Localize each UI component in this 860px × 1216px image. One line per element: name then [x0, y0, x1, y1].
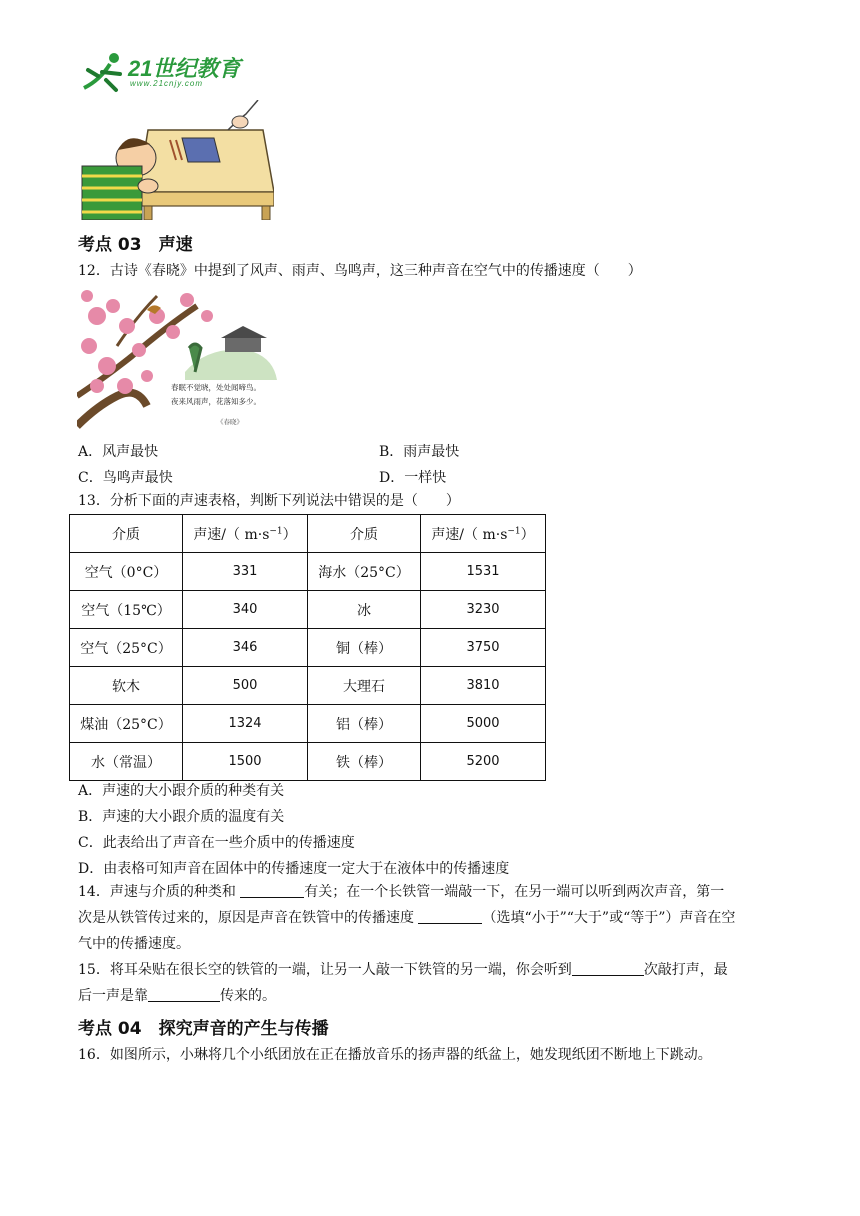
- q16-stem: 16．如图所示，小琳将几个小纸团放在正在播放音乐的扬声器的纸盆上，她发现纸团不断地上下跳动。: [78, 1047, 712, 1063]
- table-row: 水（常温） 1500 铁（棒） 5200: [70, 743, 546, 781]
- table-header-speed-2: 声速/（ $m\cdot s^{-1}$）: [421, 515, 546, 553]
- q13-option-b: B．声速的大小跟介质的温度有关: [78, 809, 285, 825]
- q13-option-c: C．此表给出了声音在一些介质中的传播速度: [78, 835, 355, 851]
- q12-option-b: B．雨声最快: [379, 444, 460, 460]
- q13-stem: 13．分析下面的声速表格，判断下列说法中错误的是（ ）: [78, 493, 460, 509]
- table-row: 软木 500 大理石 3810: [70, 667, 546, 705]
- q14-blank-2[interactable]: [418, 909, 482, 924]
- q14-line-3: 气中的传播速度。: [78, 936, 190, 952]
- sound-speed-table: [69, 514, 546, 781]
- q13-option-d: D．由表格可知声音在固体中的传播速度一定大于在液体中的传播速度: [78, 861, 510, 877]
- spring-poem-illustration: [77, 286, 277, 434]
- q14-blank-1[interactable]: [240, 883, 304, 898]
- boy-at-desk-illustration: [78, 100, 274, 220]
- q12-stem: 12．古诗《春晓》中提到了风声、雨声、鸟鸣声，这三种声音在空气中的传播速度（ ）: [78, 263, 642, 279]
- section-03-title: 考点 03 声速: [78, 235, 193, 255]
- table-row: 空气（25°C） 346 铜（棒） 3750: [70, 629, 546, 667]
- table-header-medium-1: 介质: [70, 515, 183, 553]
- poem-line-2: 夜来风雨声，花落知多少。: [171, 397, 261, 406]
- table-header-row: [70, 515, 546, 553]
- logo-url: www.21cnjy.com: [130, 79, 203, 88]
- runner-logo-icon: [80, 50, 128, 94]
- logo-brand: 21世纪教育: [128, 56, 241, 81]
- q15-line-1: 15．将耳朵贴在很长空的铁管的一端，让另一人敲一下铁管的另一端，你会听到 次敲打声，最: [78, 962, 728, 978]
- logo: [80, 50, 250, 96]
- q12-option-c: C．鸟鸣声最快: [78, 470, 173, 486]
- q14-line-1: 14．声速与介质的种类和 有关；在一个长铁管一端敲一下，在另一端可以听到两次声音，第一: [78, 884, 725, 900]
- q14-line-2: 次是从铁管传过来的，原因是声音在铁管中的传播速度 （选填“小于”“大于”或“等于”）声音在空: [78, 910, 736, 926]
- q12-option-a: A．风声最快: [78, 444, 159, 460]
- table-header-medium-2: 介质: [308, 515, 421, 553]
- q15-blank-1[interactable]: [572, 961, 644, 976]
- table-header-speed-1: 声速/（ $m\cdot s^{-1}$）: [183, 515, 308, 553]
- q15-line-2: 后一声是靠 传来的。: [78, 988, 276, 1004]
- q12-option-d: D．一样快: [379, 470, 447, 486]
- table-row: 空气（0°C） 331 海水（25°C） 1531: [70, 553, 546, 591]
- table-row: 煤油（25°C） 1324 铝（棒） 5000: [70, 705, 546, 743]
- poem-title: 《春晓》: [217, 418, 243, 426]
- q13-option-a: A．声速的大小跟介质的种类有关: [78, 783, 285, 799]
- poem-line-1: 春眠不觉晓，处处闻啼鸟。: [171, 383, 261, 392]
- section-04-title: 考点 04 探究声音的产生与传播: [78, 1019, 329, 1039]
- table-row: 空气（15℃） 340 冰 3230: [70, 591, 546, 629]
- q15-blank-2[interactable]: [148, 987, 220, 1002]
